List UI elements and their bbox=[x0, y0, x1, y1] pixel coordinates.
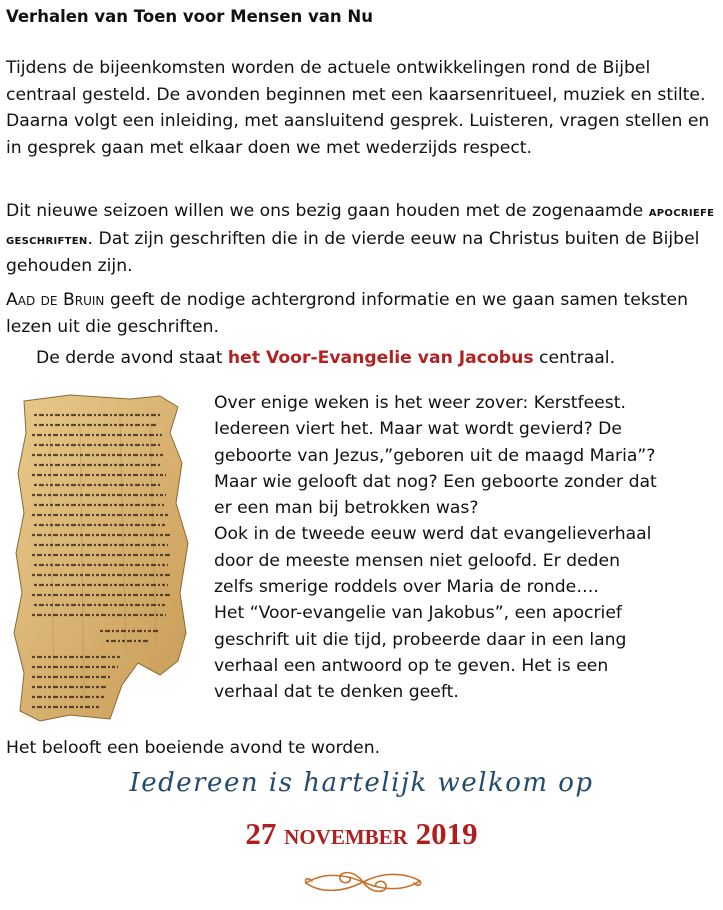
story-column bbox=[214, 390, 714, 706]
story-line: Over enige weken is het weer zover: Kerstfeest. bbox=[214, 393, 626, 413]
third-evening-before: De derde avond staat bbox=[36, 348, 228, 368]
papyrus-image bbox=[10, 393, 200, 723]
story-line: er een man bij betrokken was? bbox=[214, 498, 479, 519]
intro-paragraph: Tijdens de bijeenkomsten worden de actuele ontwikkelingen rond de Bijbel centraal gesteld. De avonden beginnen met een kaarsenritueel, muziek en stilte. Daarna volgt een inleiding, met aansluitend gesprek. Luisteren, vragen stellen en in gesprek gaan met elkaar doen we met wederzijds respect. bbox=[6, 58, 710, 158]
date-month: november bbox=[284, 818, 408, 851]
third-evening-line bbox=[36, 345, 615, 371]
story-line: verhaal dat te denken geeft. bbox=[214, 682, 459, 703]
season-text-after: . Dat zijn geschriften die in de vierde eeuw na Christus buiten de Bijbel gehouden zijn. bbox=[6, 228, 700, 276]
story-line: Ook in de tweede eeuw werd dat evangelieverhaal bbox=[214, 524, 652, 545]
date-year: 2019 bbox=[415, 816, 478, 851]
story-line: door de meeste mensen niet geloofd. Er deden bbox=[214, 550, 621, 571]
page-title: Verhalen van Toen voor Mensen van Nu bbox=[6, 7, 373, 26]
date-day: 27 bbox=[245, 816, 277, 851]
story-line: geboorte van Jezus,”geboren uit de maagd Maria”? bbox=[214, 445, 656, 466]
gospel-title: het Voor-Evangelie van Jacobus bbox=[227, 348, 534, 368]
season-paragraph bbox=[6, 198, 718, 280]
story-line: Het “Voor-evangelie van Jakobus”, een apocrief bbox=[214, 603, 622, 624]
story-line: Iedereen viert het. Maar wat wordt gevierd? De bbox=[214, 419, 622, 440]
story-line: zelfs smerige roddels over Maria de ronde…. bbox=[214, 577, 599, 598]
story-line: Maar wie gelooft dat nog? Een geboorte zonder dat bbox=[214, 471, 657, 492]
story-line: verhaal een antwoord op te geven. Het is een bbox=[214, 655, 609, 676]
speaker-paragraph bbox=[6, 287, 718, 340]
story-line: geschrift uit die tijd, probeerde daar in een lang bbox=[214, 629, 627, 650]
season-text-before: Dit nieuwe seizoen willen we ons bezig gaan houden met de zogenaamde bbox=[6, 201, 649, 221]
event-date bbox=[0, 816, 723, 852]
apocryphal-term: apocriefe geschriften bbox=[6, 204, 715, 248]
closing-line: Het belooft een boeiende avond te worden. bbox=[6, 738, 381, 758]
third-evening-after: centraal. bbox=[533, 348, 616, 368]
welcome-line: Iedereen is hartelijk welkom op bbox=[129, 768, 594, 798]
speaker-text: geeft de nodige achtergrond informatie en we gaan samen teksten lezen uit die geschriften. bbox=[6, 290, 688, 337]
decorative-flourish-icon bbox=[302, 865, 424, 899]
speaker-name: Aad de Bruin bbox=[6, 290, 105, 310]
